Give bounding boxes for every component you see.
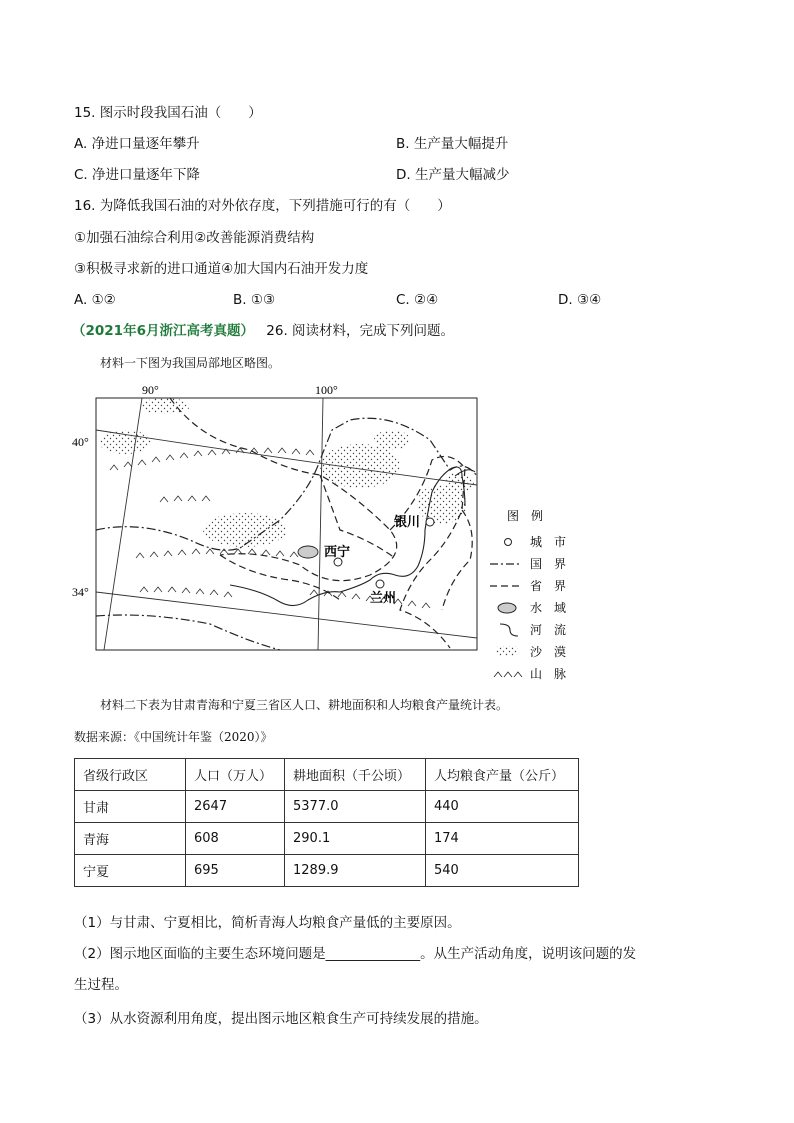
table-cell: 1289.9: [285, 855, 426, 887]
q15-stem: 15. 图示时段我国石油（ ）: [74, 105, 262, 121]
regional-map-svg: [70, 380, 590, 680]
lon-label-100: 100°: [315, 383, 338, 397]
table-header-cell: 人均粮食产量（公斤）: [426, 759, 579, 791]
legend-water: 水 域: [530, 601, 567, 615]
legend-water-symbol: [498, 603, 516, 613]
table-header-cell: 省级行政区: [75, 759, 186, 791]
sub-question-3: （3）从水资源利用角度，提出图示地区粮食生产可持续发展的措施。: [74, 1011, 488, 1027]
lat-label-34: 34°: [72, 585, 89, 599]
sub-question-2: （2）图示地区面临的主要生态环境问题是______________。从生产活动角度，说明该问题的发: [74, 946, 637, 962]
table-header-cell: 耕地面积（千公顷）: [285, 759, 426, 791]
sub-question-2-cont: 生过程。: [74, 977, 128, 993]
q16-option-c: C. ②④: [396, 292, 439, 308]
legend-provincial-border: 省 界: [530, 579, 567, 593]
legend-national-border: 国 界: [530, 557, 567, 571]
city-yinchuan: [426, 518, 434, 526]
table-cell: 青海: [75, 823, 186, 855]
legend-city-symbol: [505, 539, 512, 546]
city-lanzhou: [376, 580, 384, 588]
table-cell: 2647: [186, 791, 285, 823]
regional-map: [70, 380, 590, 680]
lat-label-40: 40°: [72, 435, 89, 449]
sub-question-1: （1）与甘肃、宁夏相比，简析青海人均粮食产量低的主要原因。: [74, 915, 461, 931]
data-source: 数据来源：《中国统计年鉴（2020）》: [74, 730, 273, 744]
legend-desert-symbol: [496, 646, 518, 656]
q15-option-a: A. 净进口量逐年攀升: [74, 136, 200, 152]
q15-option-b: B. 生产量大幅提升: [396, 136, 509, 152]
table-row: [75, 823, 579, 855]
legend-river: 河 流: [530, 623, 567, 637]
table-cell: 440: [426, 791, 579, 823]
table-cell: 290.1: [285, 823, 426, 855]
q16-item-2: ③积极寻求新的进口通道④加大国内石油开发力度: [74, 261, 369, 277]
legend-river-symbol: [500, 624, 518, 636]
city-label-xining: 西宁: [324, 545, 351, 560]
legend-mountain-symbol: [494, 672, 522, 677]
table-cell: 5377.0: [285, 791, 426, 823]
city-label-yinchuan: 银川: [394, 515, 421, 530]
q15-option-c: C. 净进口量逐年下降: [74, 167, 201, 183]
legend-city: 城 市: [530, 535, 567, 549]
q26-header: [72, 322, 454, 340]
q26-stem: 26. 阅读材料，完成下列问题。: [266, 323, 455, 339]
map-legend: [490, 508, 566, 680]
q16-option-d: D. ③④: [558, 292, 602, 308]
qinghai-lake: [298, 546, 318, 558]
table-row: [75, 855, 579, 887]
q15-option-d: D. 生产量大幅减少: [396, 167, 510, 183]
legend-title: 图 例: [507, 509, 544, 523]
table-header-cell: 人口（万人）: [186, 759, 285, 791]
table-cell: 甘肃: [75, 791, 186, 823]
q16-item-1: ①加强石油综合利用②改善能源消费结构: [74, 230, 315, 246]
table-cell: 174: [426, 823, 579, 855]
stats-table: [74, 758, 579, 887]
q16-option-a: A. ①②: [74, 292, 116, 308]
table-header-row: [75, 759, 579, 791]
table-cell: 608: [186, 823, 285, 855]
city-label-lanzhou: 兰州: [370, 591, 397, 606]
table-row: [75, 791, 579, 823]
table-cell: 宁夏: [75, 855, 186, 887]
table-cell: 540: [426, 855, 579, 887]
q16-option-b: B. ①③: [233, 292, 276, 308]
table-cell: 695: [186, 855, 285, 887]
material-1-caption: 材料一下图为我国局部地区略图。: [100, 356, 281, 370]
material-2-caption: 材料二下表为甘肃青海和宁夏三省区人口、耕地面积和人均粮食产量统计表。: [100, 698, 509, 712]
legend-desert: 沙 漠: [530, 645, 567, 659]
q26-source: （2021年6月浙江高考真题）: [72, 323, 254, 339]
lon-label-90: 90°: [142, 383, 159, 397]
legend-mountain: 山 脉: [530, 667, 567, 680]
q16-stem: 16. 为降低我国石油的对外依存度，下列措施可行的有（ ）: [74, 198, 451, 214]
